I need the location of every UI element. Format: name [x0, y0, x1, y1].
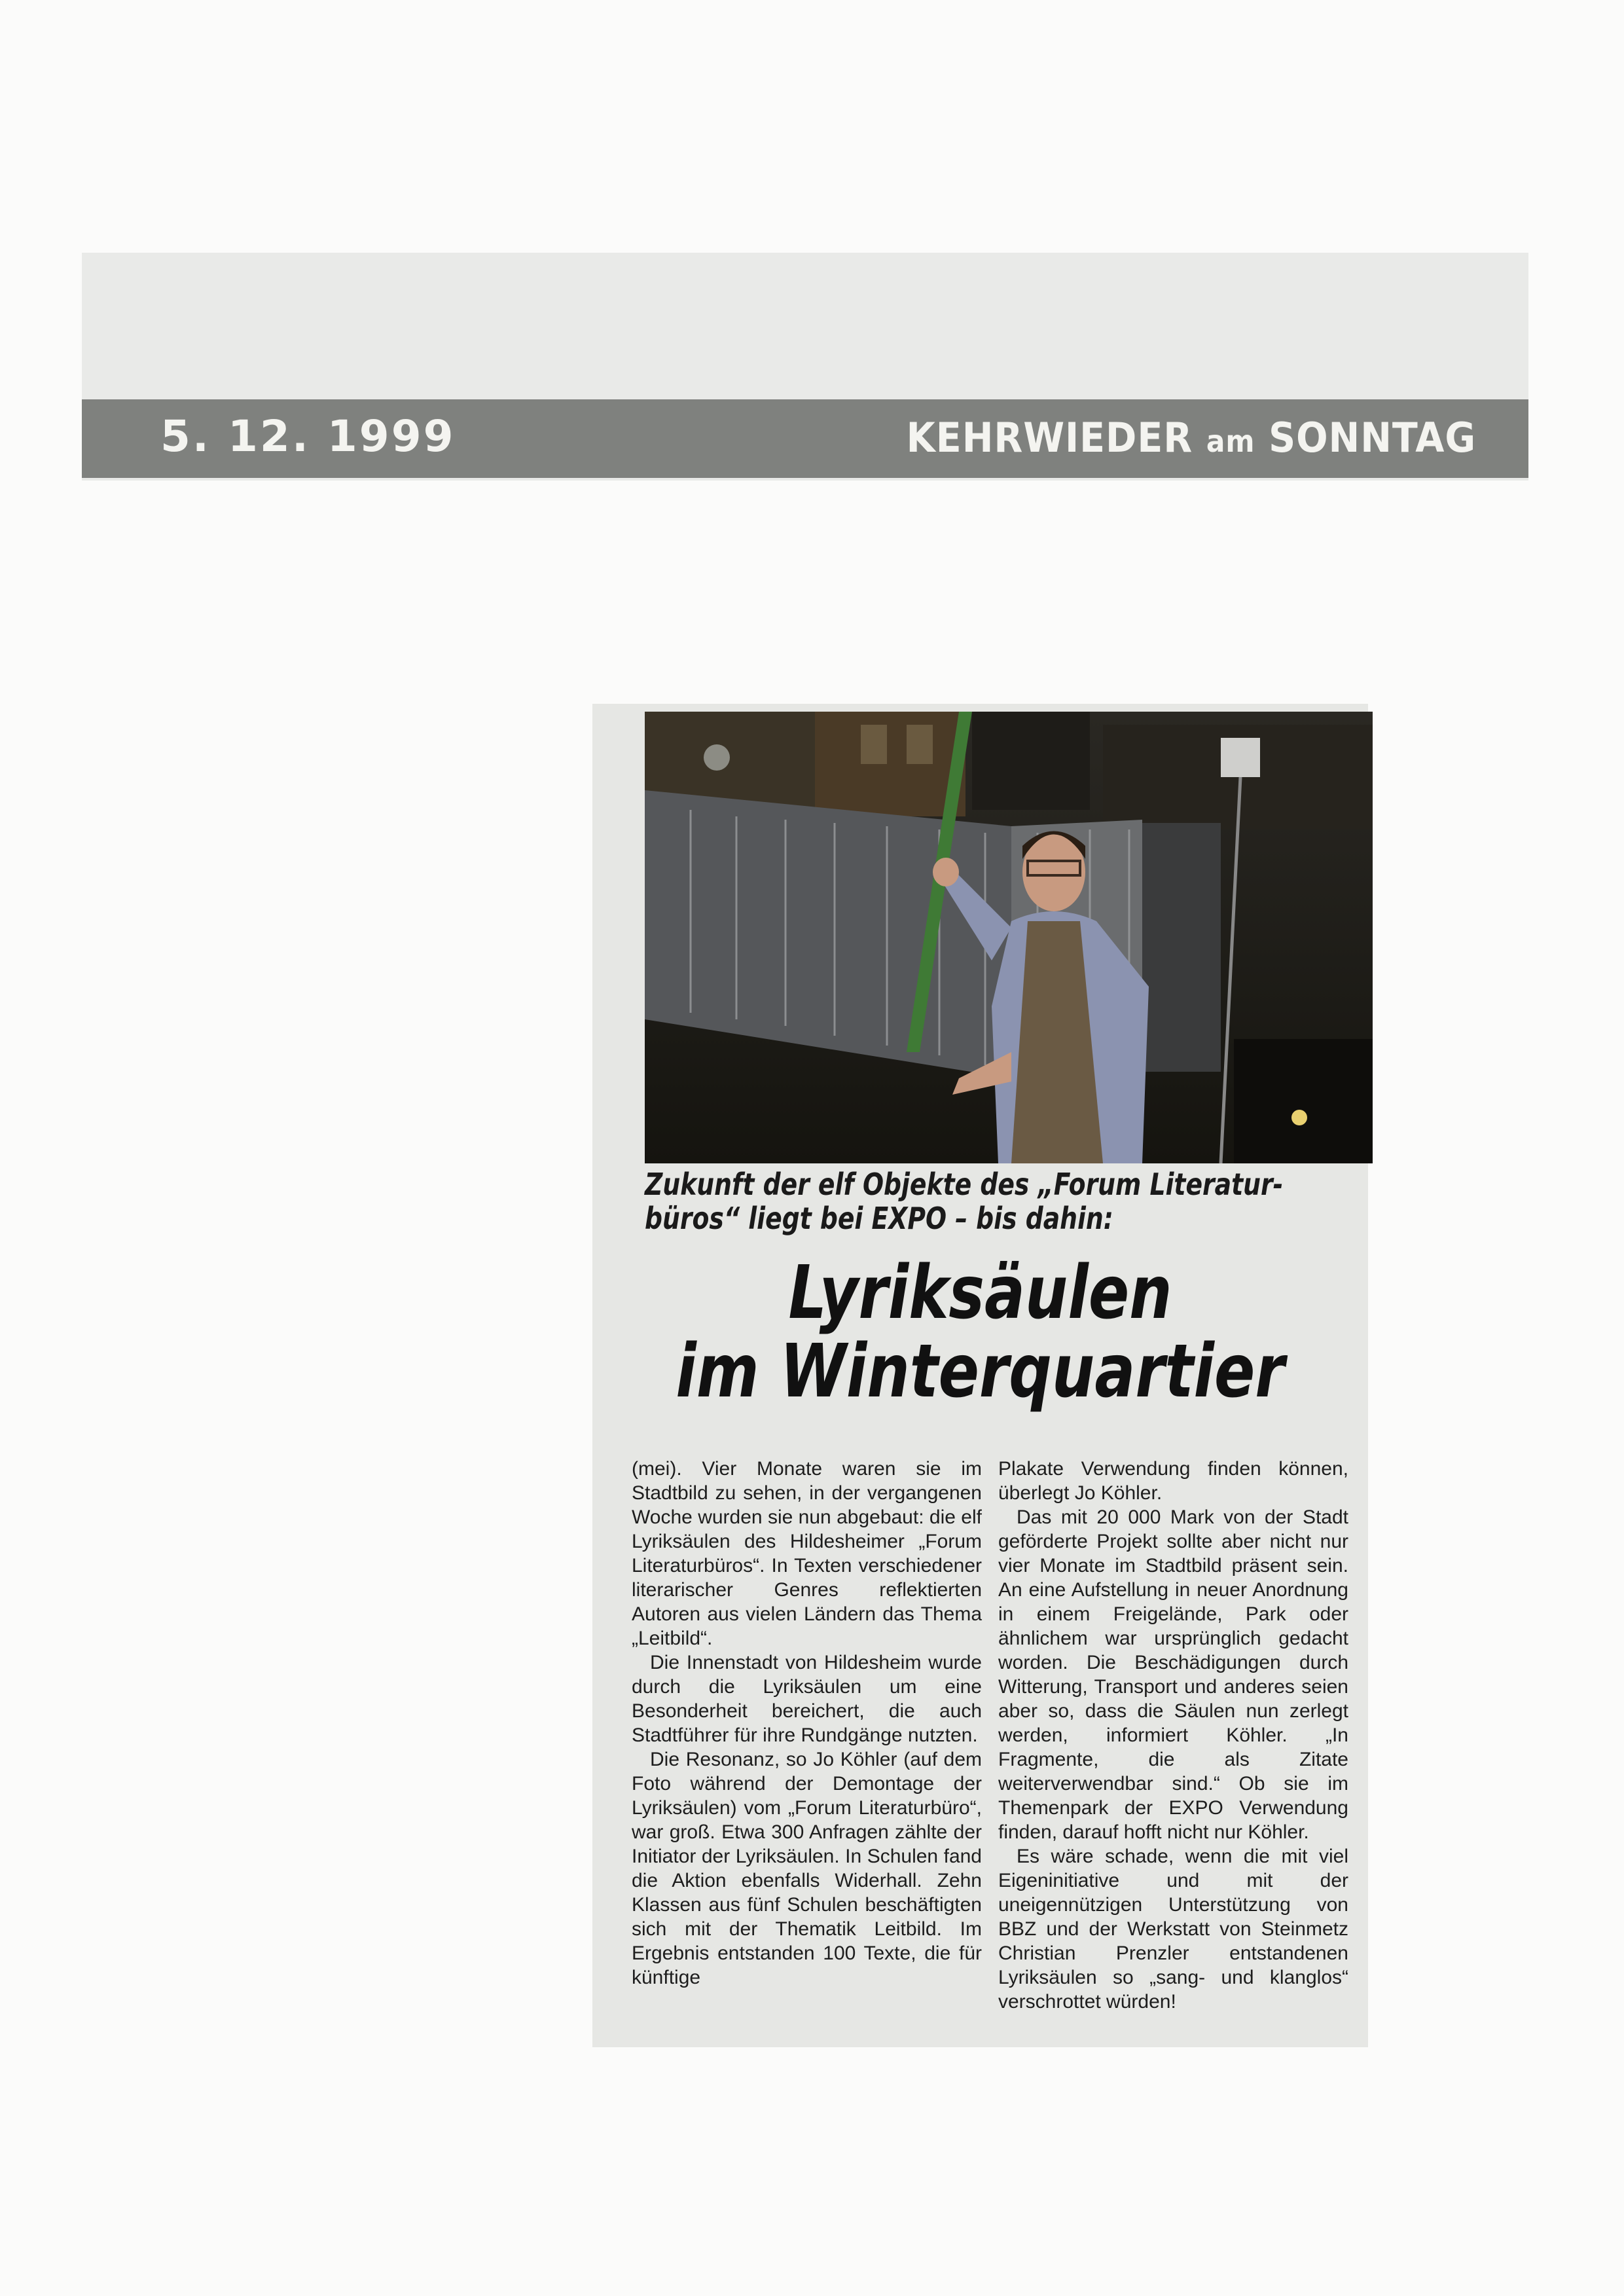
paragraph: (mei). Vier Monate waren sie im Stadtbild zu sehen, in der vergangenen Woche wurden sie nun abgebaut: die elf Lyriksäulen des Hildesheimer „Forum Literaturbüros“. In Texten verschiedener literarischer Genres reflektierten Autoren aus vielen Ländern das Thema „Leitbild“. [632, 1458, 982, 1649]
header-bar [82, 399, 1528, 478]
article-kicker [645, 1167, 1284, 1236]
article-clipping [592, 704, 1368, 2047]
photo-man-dismantling-lyric-column-icon [645, 712, 1373, 1163]
newspaper-name-part1: KEHRWIEDER [906, 414, 1193, 462]
paragraph: Plakate Verwendung finden können, überlegt Jo Köhler. [998, 1458, 1348, 1504]
kicker-line-2: büros“ liegt bei EXPO – bis dahin: [645, 1201, 1113, 1236]
paragraph: Die Resonanz, so Jo Köhler (auf dem Foto während der Demontage der Lyriksäulen) vom „Forum Literaturbüro“, war groß. Etwa 300 Anfragen zählte der Initiator der Lyriksäulen. In Schulen fand die Aktion ebenfalls Widerhall. Zehn Klassen aus fünf Schulen beschäftigten sich mit der Thematik Leitbild. Im Ergebnis entstanden 100 Texte, die für künftige [632, 1749, 982, 1988]
newspaper-name [907, 414, 1476, 462]
paragraph: Die Innenstadt von Hildesheim wurde durch die Lyriksäulen um eine Besonderheit bereichert, die auch Stadtführer für ihre Rundgänge nutzten. [632, 1652, 982, 1746]
paragraph: Das mit 20 000 Mark von der Stadt geförderte Projekt sollte aber nicht nur vier Monate im Stadtbild präsent sein. An eine Aufstellung in neuer Anordnung in einem Freigelände, Park oder ähnlichem war ursprünglich gedacht worden. Die Beschädigungen durch Witterung, Transport und anderes seien aber so, dass die Säulen nun zerlegt werden, informiert Köhler. „In Fragmente, die als Zitate weiterverwendbar sind.“ Ob sie im Themenpark der EXPO Verwendung finden, darauf hofft nicht nur Köhler. [998, 1506, 1348, 1843]
newspaper-header [82, 253, 1528, 481]
article-column-left [632, 1457, 982, 1990]
article-column-right [998, 1457, 1348, 2014]
paragraph: Es wäre schade, wenn die mit viel Eigeninitiative und mit der uneigennützigen Unterstützung von BBZ und der Werkstatt von Steinmetz Christian Prenzler entstandenen Lyriksäulen so „sang- und klanglos“ verschrottet würden! [998, 1846, 1348, 2013]
newspaper-name-part2: SONNTAG [1269, 414, 1476, 462]
issue-date: 5. 12. 1999 [160, 411, 456, 462]
headline-line-2: im Winterquartier [676, 1329, 1285, 1414]
article-photo [645, 712, 1373, 1163]
headline-line-1: Lyriksäulen [788, 1250, 1172, 1336]
newspaper-name-am: am [1206, 424, 1255, 459]
article-headline [592, 1250, 1368, 1414]
kicker-line-1: Zukunft der elf Objekte des „Forum Literatur- [645, 1167, 1284, 1202]
